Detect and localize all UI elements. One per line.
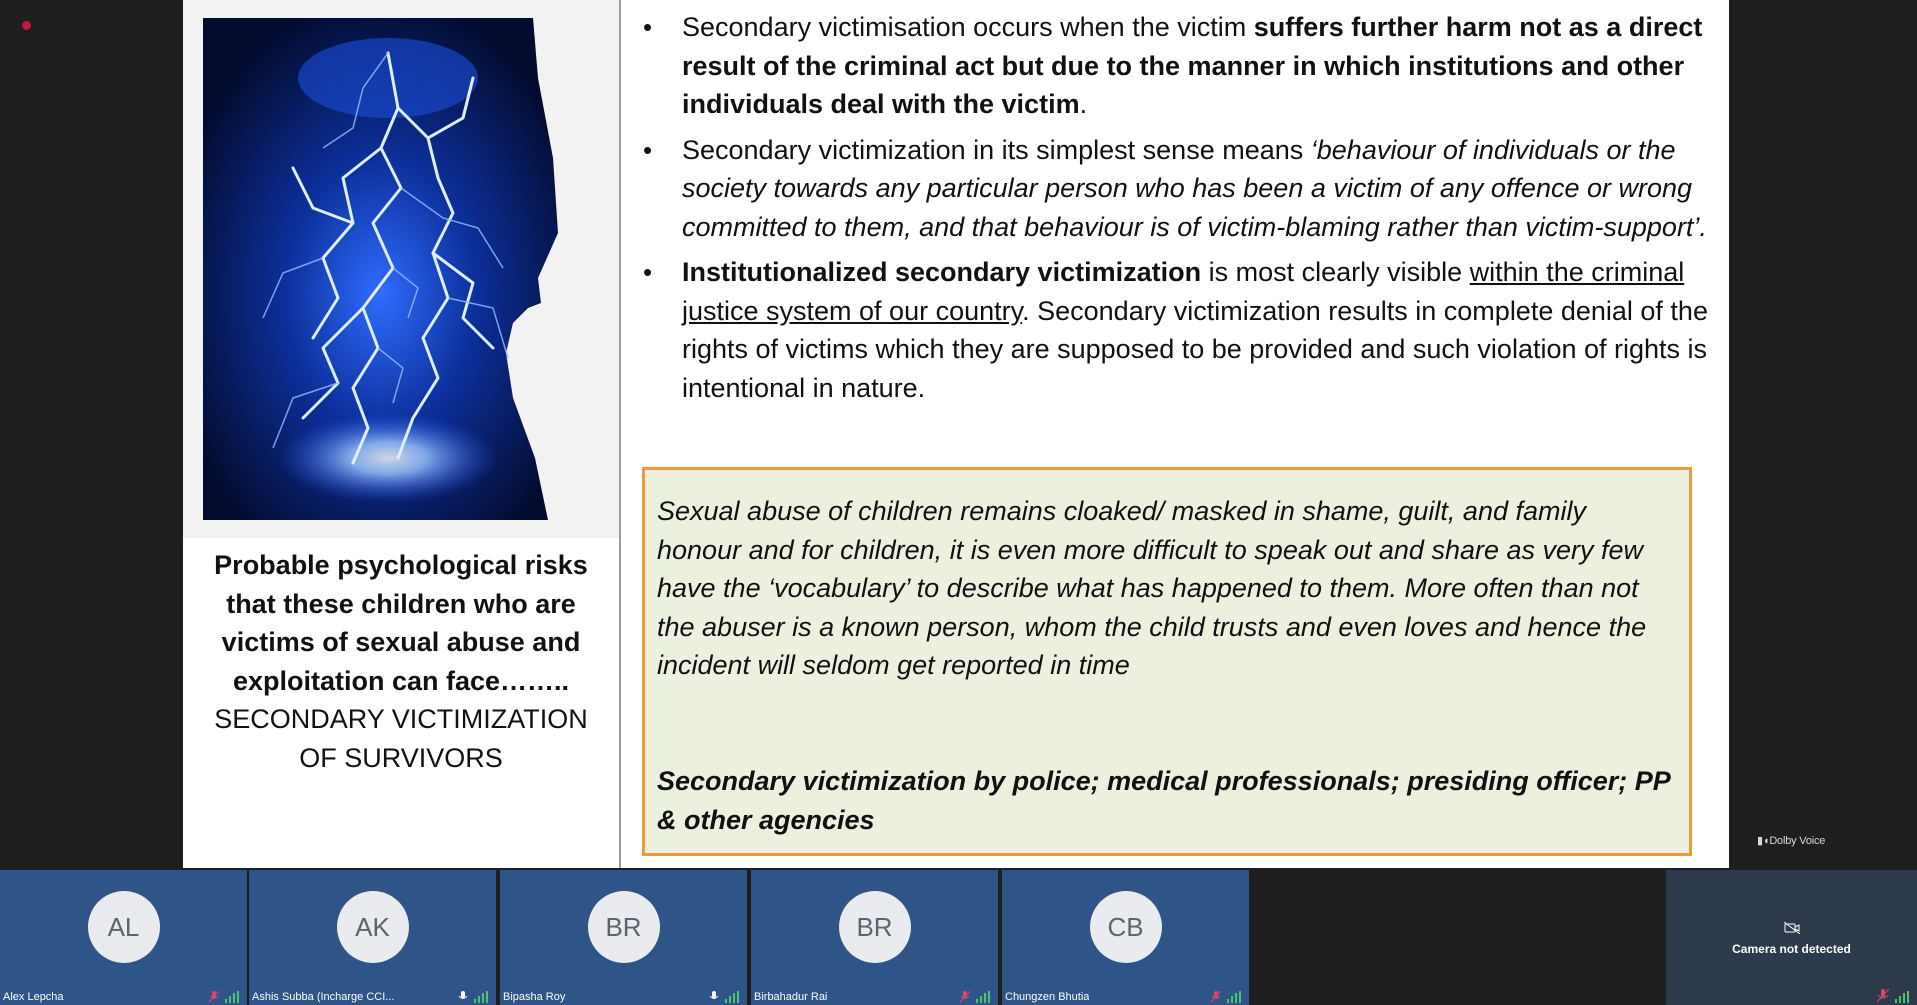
participant-name: Alex Lepcha: [3, 991, 64, 1003]
lightning-head-illustration: [203, 18, 563, 520]
avatar: BR: [588, 891, 660, 963]
dolby-voice-label: [1757, 834, 1825, 847]
participant-strip: [0, 870, 1917, 1005]
signal-strength-icon: [725, 991, 739, 1003]
participant-tile[interactable]: [249, 870, 496, 1005]
slide-right-panel: [630, 0, 1729, 868]
shared-slide: [183, 0, 1729, 868]
avatar: AK: [337, 891, 409, 963]
mic-muted-icon[interactable]: [1211, 991, 1221, 1003]
mic-icon[interactable]: [458, 991, 468, 1003]
camera-off-icon: [1784, 922, 1800, 934]
bullet3-mid: is most clearly visible: [1201, 257, 1470, 287]
bullet-list: [630, 8, 1720, 414]
bullet2-text: Secondary victimization in its simplest sense means: [682, 134, 1311, 165]
avatar: AL: [88, 891, 160, 963]
participant-tile[interactable]: [1002, 870, 1249, 1005]
bullet-item-1: [630, 8, 1720, 124]
bullet1-end: .: [1079, 89, 1088, 119]
slide-left-caption: [183, 546, 619, 777]
callout-box: [642, 467, 1692, 856]
self-view-tile[interactable]: [1666, 870, 1917, 1005]
signal-strength-icon: [976, 991, 990, 1003]
participant-name: Birbahadur Rai: [754, 991, 828, 1003]
mic-muted-icon[interactable]: [1877, 989, 1889, 1003]
participant-name: Bipasha Roy: [503, 991, 566, 1003]
mic-icon[interactable]: [709, 991, 719, 1003]
participant-name: Chungzen Bhutia: [1005, 991, 1090, 1003]
bullet3-end: . Secondary victimization results in complete denial of the rights of victims which they are supposed to be provided and such violation of rights is intentional in nature.: [682, 295, 1708, 403]
camera-not-detected-text: Camera not detected: [1732, 942, 1851, 956]
mic-muted-icon[interactable]: [960, 991, 970, 1003]
bullet2-italic: ‘behaviour of individuals or the society towards any particular person who has been a victim of any offence or wrong committed to them, and that behaviour is of victim-blaming rather than victim-support’.: [682, 134, 1707, 242]
bullet-item-3: [630, 253, 1720, 407]
avatar: BR: [839, 891, 911, 963]
participant-tile[interactable]: [751, 870, 998, 1005]
signal-strength-icon: [1227, 991, 1241, 1003]
left-caption-bold: Probable psychological risks that these children who are victims of sexual abuse and exploitation can face……..: [214, 550, 588, 696]
bullet3-underline: within the criminal justice system of our country: [682, 257, 1685, 326]
lightning-image: [183, 0, 619, 538]
bullet1-text: Secondary victimisation occurs when the victim: [682, 12, 1254, 42]
avatar: CB: [1090, 891, 1162, 963]
participant-tile[interactable]: [0, 870, 247, 1005]
bullet1-bold: suffers further harm not as a direct result of the criminal act but due to the manner in which institutions and other individuals deal with the victim: [682, 12, 1703, 119]
mic-muted-icon[interactable]: [209, 991, 219, 1003]
participant-tile[interactable]: [500, 870, 747, 1005]
callout-conclusion: Secondary victimization by police; medical professionals; presiding officer; PP & other agencies: [657, 766, 1670, 835]
bullet3-bold: Institutionalized secondary victimization: [682, 257, 1202, 287]
signal-strength-icon: [225, 991, 239, 1003]
participant-name: Ashis Subba (Incharge CCI...: [252, 991, 395, 1003]
dolby-icon: ▮◖: [1757, 835, 1770, 847]
callout-text: Sexual abuse of children remains cloaked/ masked in shame, guilt, and family honour and for children, it is even more difficult to speak out and share as very few have the ‘vocabulary’ to describe what has happened to them. More often than not the abuser is a known person, whom the child trusts and even loves and hence the incident will seldom get reported in time: [657, 496, 1647, 680]
dolby-label-text: Dolby Voice: [1769, 835, 1826, 847]
signal-strength-icon: [474, 991, 488, 1003]
signal-strength-icon: [1895, 991, 1909, 1003]
recording-indicator: [22, 21, 31, 30]
bullet-item-2: [630, 131, 1720, 247]
left-caption-plain: SECONDARY VICTIMIZATION OF SURVIVORS: [214, 704, 588, 773]
slide-left-panel: [183, 0, 621, 868]
